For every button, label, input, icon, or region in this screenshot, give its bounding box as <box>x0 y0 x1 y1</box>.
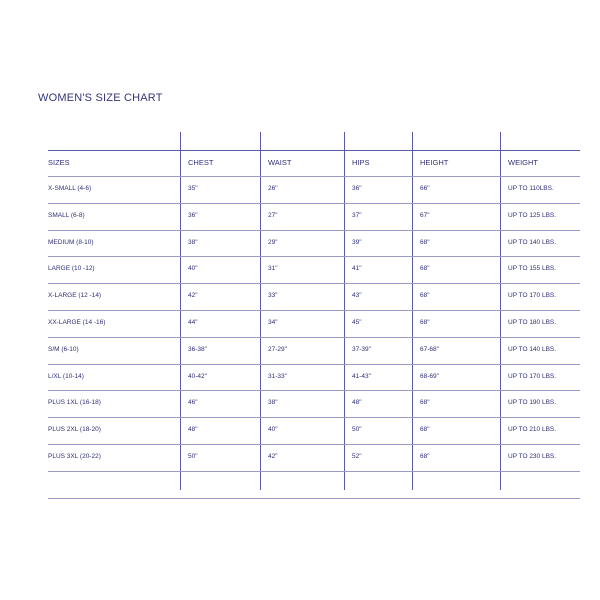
table-cell: 40" <box>268 426 278 433</box>
row-rule <box>48 498 580 499</box>
size-name-cell: X-SMALL (4-6) <box>48 185 92 192</box>
size-name-cell: MEDIUM (8-10) <box>48 239 94 246</box>
table-cell: 41-43" <box>352 373 371 380</box>
column-header-weight: WEIGHT <box>508 158 538 167</box>
table-cell: 66" <box>420 185 430 192</box>
table-cell: 50" <box>352 426 362 433</box>
table-cell: 68" <box>420 453 430 460</box>
table-cell: 27-29" <box>268 346 287 353</box>
table-cell: UP TO 125 LBS. <box>508 212 557 219</box>
column-divider <box>500 132 501 490</box>
table-cell: UP TO 180 LBS. <box>508 319 557 326</box>
table-cell: 44" <box>188 319 198 326</box>
table-cell: 31-33" <box>268 373 287 380</box>
row-rule <box>48 417 580 418</box>
table-cell: UP TO 170 LBS. <box>508 373 557 380</box>
table-cell: 46" <box>188 399 198 406</box>
table-cell: 38" <box>188 239 198 246</box>
size-name-cell: XX-LARGE (14 -16) <box>48 319 106 326</box>
table-cell: UP TO 210 LBS. <box>508 426 557 433</box>
table-cell: 42" <box>268 453 278 460</box>
size-chart-table <box>48 132 580 490</box>
table-cell: UP TO 230 LBS. <box>508 453 557 460</box>
table-cell: 48" <box>352 399 362 406</box>
row-rule <box>48 471 580 472</box>
table-cell: 67-68" <box>420 346 439 353</box>
size-name-cell: X-LARGE (12 -14) <box>48 292 102 299</box>
table-cell: 43" <box>352 292 362 299</box>
row-rule <box>48 283 580 284</box>
table-cell: 40" <box>188 265 198 272</box>
row-rule <box>48 203 580 204</box>
table-cell: 36" <box>188 212 198 219</box>
table-cell: 36-38" <box>188 346 207 353</box>
column-header-sizes: SIZES <box>48 158 70 167</box>
table-cell: 29" <box>268 239 278 246</box>
table-cell: 26" <box>268 185 278 192</box>
table-cell: 50" <box>188 453 198 460</box>
table-cell: 68" <box>420 292 430 299</box>
row-rule <box>48 230 580 231</box>
table-cell: 68" <box>420 239 430 246</box>
table-cell: 68-69" <box>420 373 439 380</box>
table-cell: UP TO 170 LBS. <box>508 292 557 299</box>
row-rule <box>48 364 580 365</box>
table-cell: UP TO 140 LBS. <box>508 346 557 353</box>
size-name-cell: S/M (6-10) <box>48 346 79 353</box>
size-name-cell: PLUS 3XL (20-22) <box>48 453 101 460</box>
row-rule <box>48 337 580 338</box>
table-cell: 67" <box>420 212 430 219</box>
size-name-cell: PLUS 1XL (16-18) <box>48 399 101 406</box>
column-divider <box>180 132 181 490</box>
table-cell: 68" <box>420 265 430 272</box>
table-cell: 33" <box>268 292 278 299</box>
table-cell: 68" <box>420 399 430 406</box>
table-cell: 38" <box>268 399 278 406</box>
table-cell: 48" <box>188 426 198 433</box>
row-rule <box>48 310 580 311</box>
table-cell: UP TO 140 LBS. <box>508 239 557 246</box>
table-cell: 34" <box>268 319 278 326</box>
row-rule <box>48 176 580 177</box>
size-name-cell: LARGE (10 -12) <box>48 265 95 272</box>
table-cell: 52" <box>352 453 362 460</box>
table-cell: 35" <box>188 185 198 192</box>
column-header-hips: HIPS <box>352 158 370 167</box>
column-divider <box>344 132 345 490</box>
table-cell: 37" <box>352 212 362 219</box>
table-cell: 41" <box>352 265 362 272</box>
table-cell: 39" <box>352 239 362 246</box>
row-rule <box>48 150 580 151</box>
table-cell: 42" <box>188 292 198 299</box>
table-cell: 68" <box>420 426 430 433</box>
table-cell: UP TO 110LBS. <box>508 185 554 192</box>
column-header-height: HEIGHT <box>420 158 449 167</box>
table-cell: 31" <box>268 265 278 272</box>
column-divider <box>412 132 413 490</box>
column-header-chest: CHEST <box>188 158 214 167</box>
table-cell: 36" <box>352 185 362 192</box>
table-cell: 37-39" <box>352 346 371 353</box>
page-title: WOMEN'S SIZE CHART <box>38 92 163 104</box>
table-cell: 45" <box>352 319 362 326</box>
row-rule <box>48 256 580 257</box>
column-header-waist: WAIST <box>268 158 292 167</box>
table-cell: 40-42" <box>188 373 207 380</box>
table-cell: 68" <box>420 319 430 326</box>
column-divider <box>260 132 261 490</box>
row-rule <box>48 390 580 391</box>
row-rule <box>48 444 580 445</box>
size-name-cell: L/XL (10-14) <box>48 373 84 380</box>
table-cell: UP TO 190 LBS. <box>508 399 557 406</box>
size-name-cell: PLUS 2XL (18-20) <box>48 426 101 433</box>
size-name-cell: SMALL (6-8) <box>48 212 85 219</box>
table-cell: 27" <box>268 212 278 219</box>
table-cell: UP TO 155 LBS. <box>508 265 557 272</box>
